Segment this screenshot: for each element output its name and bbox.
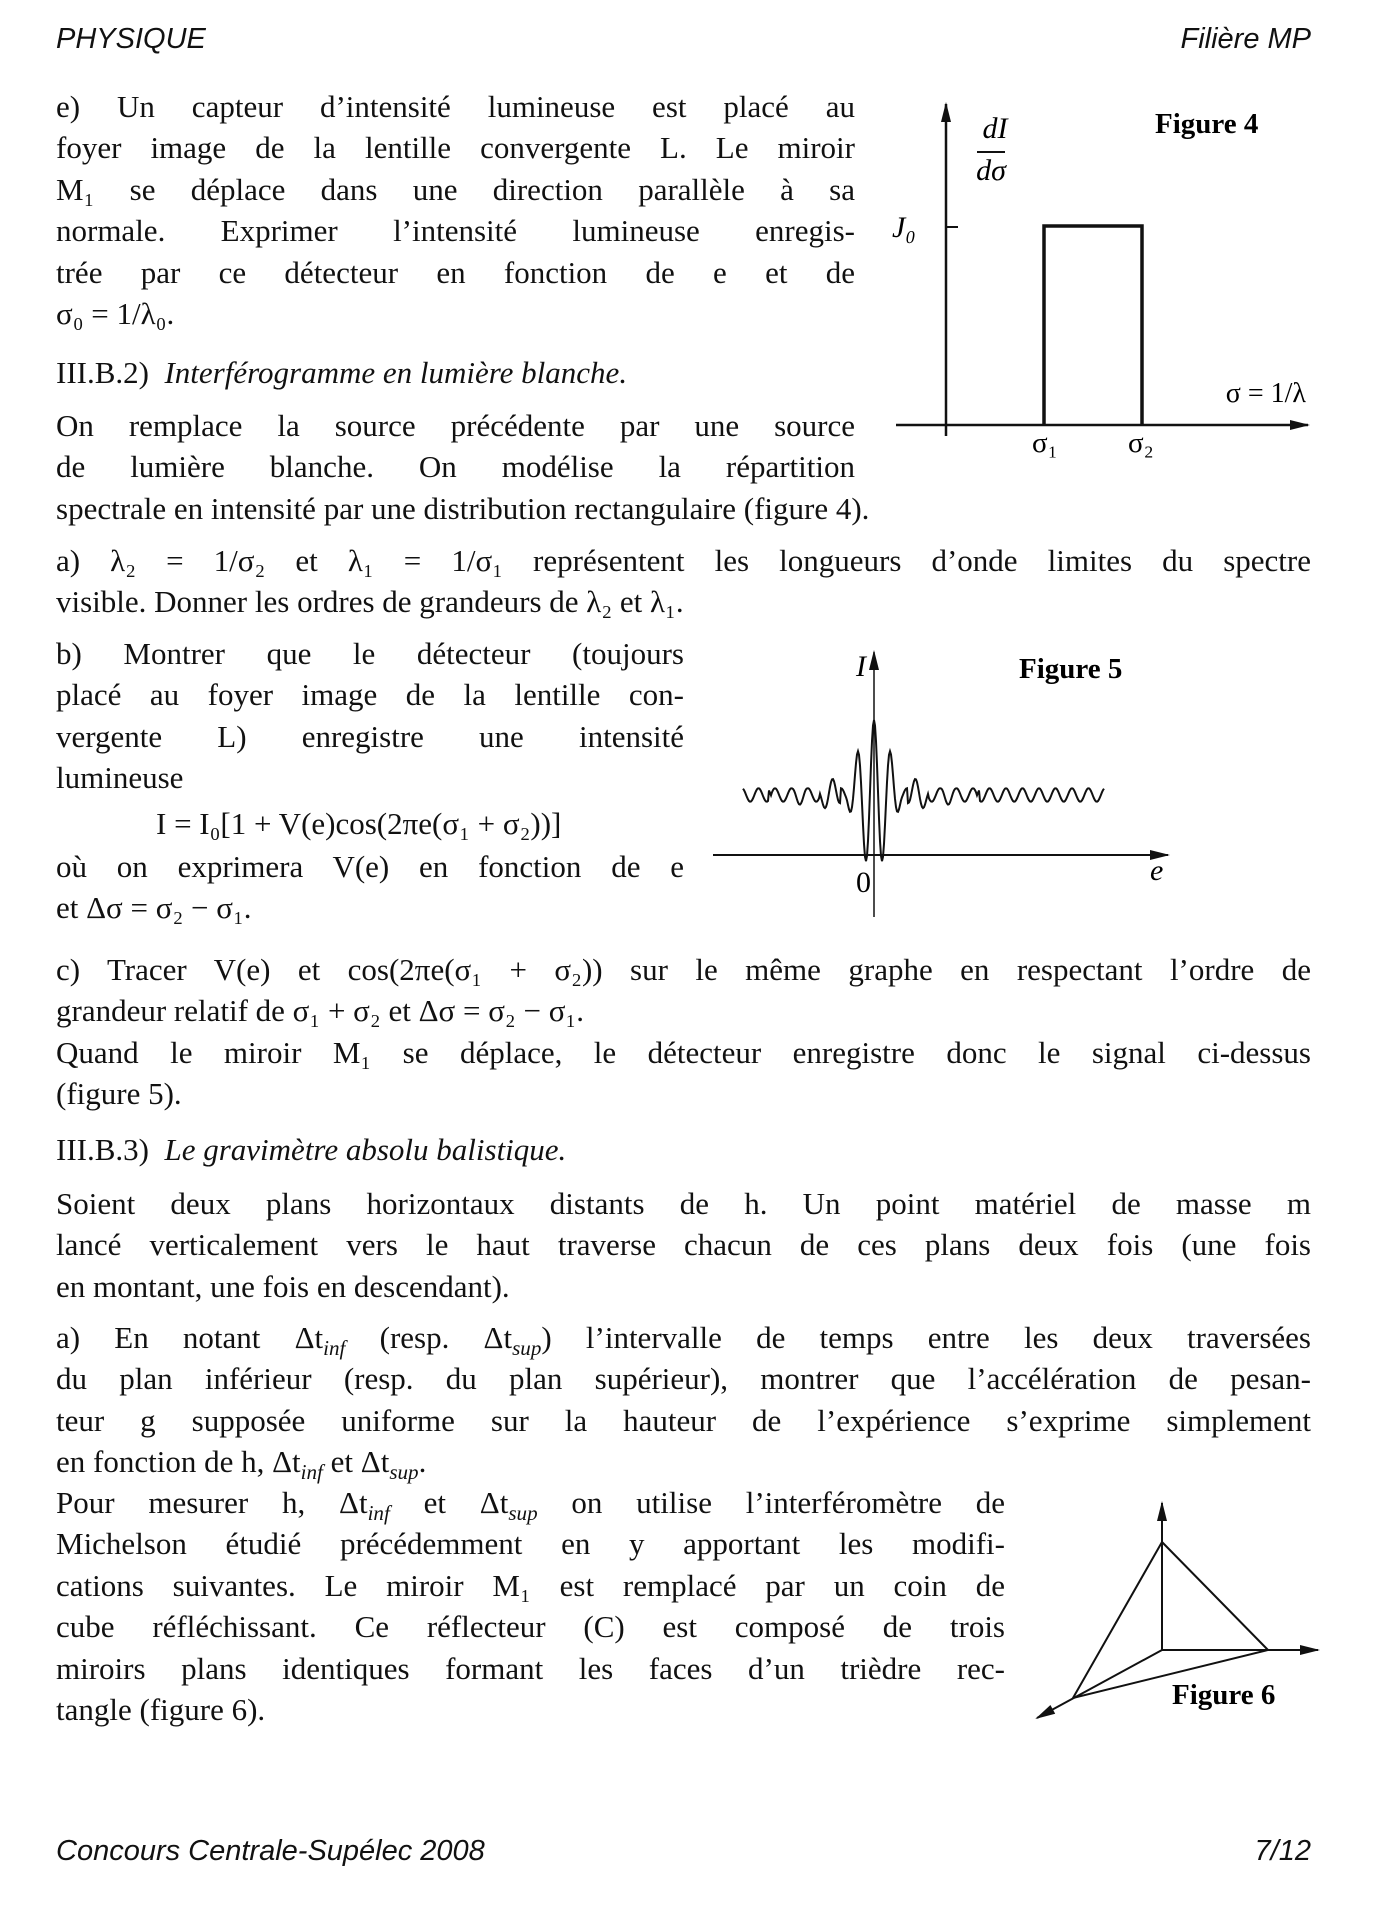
header-subject: PHYSIQUE [56, 23, 206, 55]
section-title: Interférogramme en lumière blanche. [164, 355, 628, 390]
text-line: foyer image de la lentille convergente L. Le miroir [56, 130, 855, 166]
text-line: vergente L) enregistre une intensité [56, 718, 684, 754]
section-number: III.B.3) [56, 1132, 149, 1167]
x-axis-label: e [1150, 854, 1164, 887]
text-line: du plan inférieur (resp. du plan supérieur), montrer que l’accélération de pesan- [56, 1361, 1311, 1397]
text-line: c) Tracer V(e) et cos(2πe(σ₁ + σ₂)) sur le même graphe en respectant l’ordre de [56, 952, 1311, 987]
text-line: de lumière blanche. On modélise la répartition [56, 449, 855, 485]
text-line: lancé verticalement vers le haut traverse chacun de ces plans deux fois (une fois [56, 1227, 1311, 1263]
figure-4 [892, 104, 1308, 459]
text-line: grandeur relatif de σ₁ + σ₂ et Δσ = σ₂ − σ₁. [56, 993, 584, 1029]
figure-title: Figure 5 [1019, 653, 1123, 685]
text-line: placé au foyer image de la lentille con- [56, 677, 684, 713]
text-line: cube réfléchissant. Ce réflecteur (C) est composé de trois [56, 1609, 1005, 1645]
text-line: e) Un capteur d’intensité lumineuse est placé au [56, 89, 855, 124]
text-line: lumineuse [56, 760, 184, 796]
figure-title: Figure 4 [1155, 108, 1259, 140]
text-line: et Δσ = σ₂ − σ₁. [56, 890, 252, 926]
text-line: a) En notant $\Delta t_{inf}$ (resp. $\Delta t_{sup}$) l’intervalle de temps entre les deux traversées [56, 1320, 1311, 1361]
text-line: σ₀ = 1/λ₀. [56, 296, 175, 332]
text-line: Michelson étudié précédemment en y apportant les modifi- [56, 1526, 1005, 1562]
section-number: III.B.2) [56, 355, 149, 390]
text-line: Pour mesurer h, $\Delta t_{inf}$ et $\Delta t_{sup}$ on utilise l’interféromètre de [56, 1485, 1005, 1526]
y-axis [1037, 1650, 1162, 1718]
text-line: a) λ₂ = 1/σ₂ et λ₁ = 1/σ₁ représentent les longueurs d’onde limites du spectre [56, 543, 1311, 578]
text-line: M₁ se déplace dans une direction parallèle à sa [56, 171, 855, 207]
y-label-denominator: dσ [976, 154, 1006, 187]
figure-title: Figure 6 [1172, 1679, 1276, 1711]
text-line: spectrale en intensité par une distribution rectangulaire (figure 4). [56, 490, 870, 526]
text-line: cations suivantes. Le miroir M₁ est remplacé par un coin de [56, 1567, 1005, 1603]
text-line: Quand le miroir M₁ se déplace, le détecteur enregistre donc le signal ci-dessus [56, 1034, 1311, 1070]
figure-5 [713, 650, 1168, 917]
footer-page-number: 7/12 [1254, 1835, 1311, 1867]
y-tick-label: J₀ [892, 211, 916, 244]
text-line: Soient deux plans horizontaux distants de h. Un point matériel de masse m [56, 1186, 1311, 1221]
text-line: (figure 5). [56, 1076, 182, 1112]
text-line: en montant, une fois en descendant). [56, 1268, 510, 1304]
text-line: teur g supposée uniforme sur la hauteur de l’expérience s’exprime simplement [56, 1402, 1311, 1438]
text-line: On remplace la source précédente par une source [56, 408, 855, 443]
header-track: Filière MP [1180, 23, 1311, 55]
formula: I = I₀[1 + V(e)cos(2πe(σ₁ + σ₂))] [156, 805, 562, 841]
x-tick-sigma1: σ₁ [1032, 427, 1058, 459]
y-label-numerator: dI [982, 112, 1008, 145]
x-tick-sigma2: σ₂ [1128, 427, 1154, 459]
text-line: b) Montrer que le détecteur (toujours [56, 636, 684, 671]
corner-cube-face [1073, 1542, 1268, 1698]
text-line: normale. Exprimer l’intensité lumineuse enregis- [56, 213, 855, 249]
text-line: en fonction de h, $\Delta t_{inf}$ et $\Delta t_{sup}$. [56, 1444, 427, 1485]
text-line: miroirs plans identiques formant les faces d’un trièdre rec- [56, 1650, 1005, 1686]
text-line: où on exprimera V(e) en fonction de e [56, 849, 684, 885]
text-line: tangle (figure 6). [56, 1692, 266, 1728]
spectrum-rectangle [1044, 226, 1142, 425]
y-axis-label: I [856, 650, 866, 683]
footer-contest: Concours Centrale-Supélec 2008 [56, 1835, 485, 1867]
x-axis-label: σ = 1/λ [1225, 378, 1306, 409]
figure-6 [1037, 1503, 1318, 1718]
interferogram-curve [743, 720, 1104, 861]
text-line: visible. Donner les ordres de grandeurs de λ₂ et λ₁. [56, 584, 684, 620]
text-line: trée par ce détecteur en fonction de e et de [56, 254, 855, 290]
section-title: Le gravimètre absolu balistique. [164, 1132, 567, 1167]
origin-label: 0 [856, 866, 871, 899]
